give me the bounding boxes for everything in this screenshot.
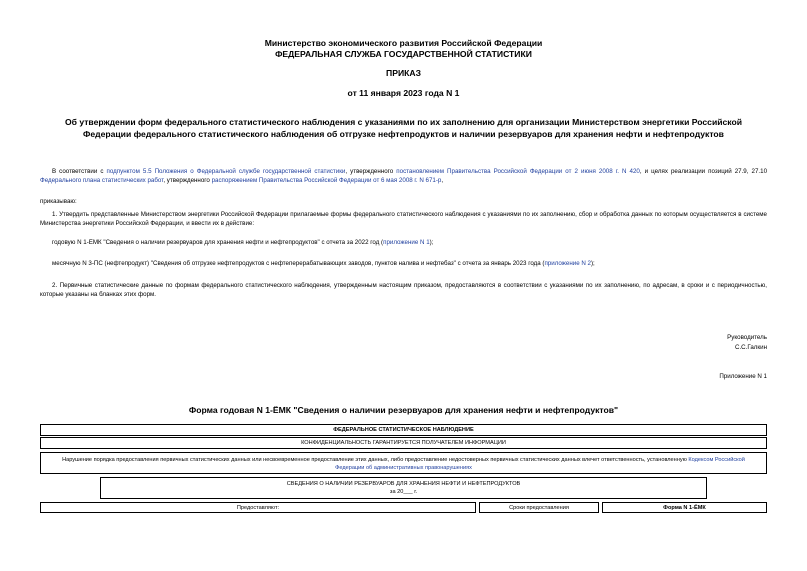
link-appendix-2[interactable]: приложение N 2 [544, 260, 591, 267]
link-government-decree[interactable]: постановлением Правительства Российской Федерации от 2 июня 2008 г. N 420 [396, 168, 640, 175]
federal-observation-label: ФЕДЕРАЛЬНОЕ СТАТИСТИЧЕСКОЕ НАБЛЮДЕНИЕ [333, 427, 474, 433]
link-federal-plan[interactable]: Федерального плана статистических работ [40, 177, 164, 184]
item-1: 1. Утвердить представленные Министерством энергетики Российской Федерации прилагаемые формы федерального статистического наблюдения с указаниями по их заполнению, сбор и обработка данных по которым осуществляется в системе Министерства энергетики Российской Федерации, и ввести их в действие: [40, 211, 767, 227]
form-title: Форма годовая N 1-ЁМК "Сведения о наличии резервуаров для хранения нефти и нефтепродуктов" [188, 405, 619, 415]
doc-type: ПРИКАЗ [386, 68, 421, 78]
federal-observation-box [40, 424, 767, 436]
ministry-name: Министерство экономического развития Российской Федерации [264, 38, 543, 48]
form-annual-end: ); [429, 239, 434, 246]
provide-label: Предоставляют: [236, 505, 280, 511]
form-monthly-text: месячную N 3-ПС (нефтепродукт) "Сведения об отгрузке нефтепродуктов с нефтеперерабатывающих заводов, пунктов налива и нефтебаз" с отчета за январь 2023 года ( [52, 260, 545, 267]
form-number-label: Форма N 1-ЁМК [663, 505, 706, 511]
intro-text: В соответствии с [52, 168, 107, 175]
report-title: СВЕДЕНИЯ О НАЛИЧИИ РЕЗЕРВУАРОВ ДЛЯ ХРАНЕНИЯ НЕФТИ И НЕФТЕПРОДУКТОВ [286, 481, 521, 487]
confidential-box [40, 437, 767, 449]
intro-text: , утвержденного [163, 177, 212, 184]
intro-text: , [441, 177, 444, 184]
form-number-cell [602, 502, 767, 513]
violation-box [40, 452, 767, 474]
intro-paragraph [40, 167, 767, 185]
order-word: приказываю: [40, 198, 77, 205]
confidential-label: КОНФИДЕНЦИАЛЬНОСТЬ ГАРАНТИРУЕТСЯ ПОЛУЧАТЕЛЕМ ИНФОРМАЦИИ [301, 440, 506, 446]
report-period: за 20___ г. [389, 489, 418, 495]
item-2: 2. Первичные статистические данные по формам федерального статистического наблюдения, утвержденным настоящим приказом, предоставляются в соответствии с указаниями по их заполнению, по адресам, в сроки и с периодичностью, которые указаны на бланках этих форм. [40, 282, 767, 298]
link-regulation[interactable]: подпунктом 5.5 Положения о Федеральной службе государственной статистики [106, 168, 346, 175]
report-title-box [100, 477, 707, 499]
deadline-label: Сроки предоставления [509, 505, 569, 511]
form-annual-text: годовую N 1-ЕМК "Сведения о наличии резервуаров для хранения нефти и нефтепродуктов" с отчета за 2022 год ( [52, 239, 384, 246]
signature-role: Руководитель [727, 334, 767, 341]
deadline-cell [479, 502, 599, 513]
signature-name: С.С.Галкин [734, 344, 767, 351]
form-monthly-end: ); [591, 260, 595, 267]
appendix-label: Приложение N 1 [719, 373, 767, 380]
provide-cell [40, 502, 476, 513]
violation-text [61, 456, 746, 472]
link-admin-code[interactable]: Кодексом Российской Федерации об административных правонарушениях [335, 457, 745, 471]
doc-date: от 11 января 2023 года N 1 [347, 88, 460, 98]
form-annual-item [40, 238, 767, 247]
form-monthly-item [40, 259, 767, 268]
intro-text: , утвержденного [345, 168, 397, 175]
intro-text: , и целях реализации позиций 27.9, 27.10 [639, 168, 768, 175]
link-appendix-1[interactable]: приложение N 1 [383, 239, 430, 246]
link-government-order[interactable]: распоряжением Правительства Российской Федерации от 6 мая 2008 г. N 671-р [211, 177, 442, 184]
violation-body: Нарушение порядка предоставления первичных статистических данных или несвоевременное предоставление этих данных, либо предоставление недостоверных первичных статистических данных влечет ответственность, установленную [62, 457, 689, 463]
doc-title: Об утверждении форм федерального статистического наблюдения с указаниями по их заполнению для организации Министерством энергетики Российской Федерации федерального статистического наблюдения об отгрузке нефтепродуктов и наличии резервуаров для хранения нефти и нефтепродуктов [64, 117, 743, 139]
service-name: ФЕДЕРАЛЬНАЯ СЛУЖБА ГОСУДАРСТВЕННОЙ СТАТИСТИКИ [275, 49, 532, 59]
